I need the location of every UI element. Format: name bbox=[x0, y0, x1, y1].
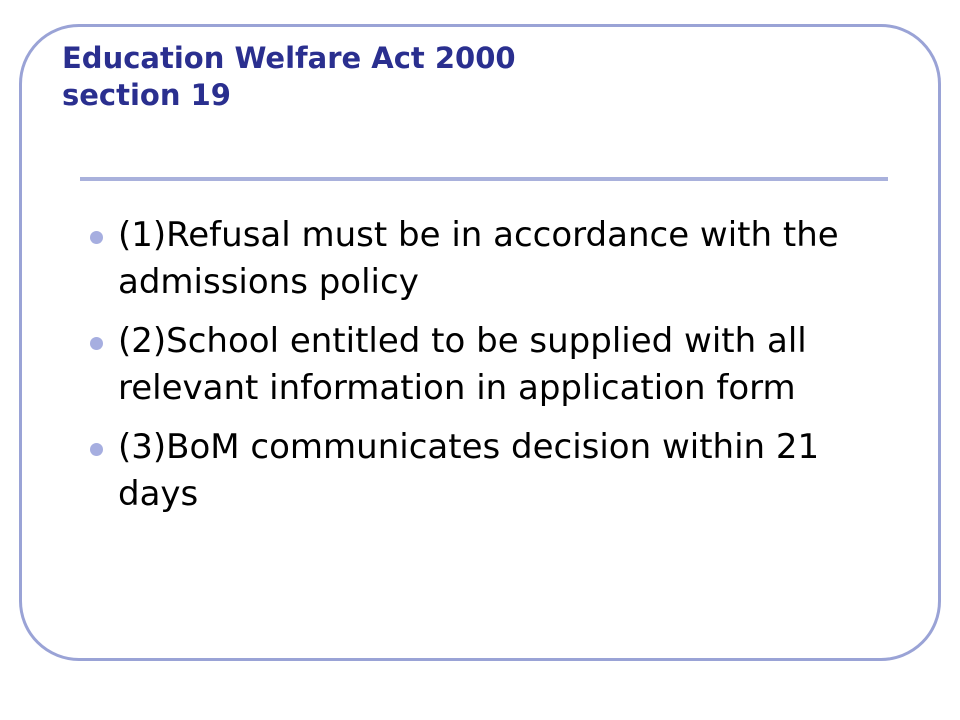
bullet-item bbox=[80, 212, 880, 306]
bullet-text: (3)BoM communicates decision within 21 days bbox=[118, 427, 820, 514]
bullet-text: (2)School entitled to be supplied with all relevant information in application form bbox=[118, 321, 807, 408]
bullet-dot-icon bbox=[90, 337, 103, 350]
bullet-text: (1)Refusal must be in accordance with the admissions policy bbox=[118, 215, 839, 302]
bullet-list bbox=[80, 212, 880, 530]
bullet-dot-icon bbox=[90, 443, 103, 456]
title-divider bbox=[80, 177, 888, 181]
slide-title: Education Welfare Act 2000 section 19 bbox=[62, 41, 516, 112]
bullet-dot-icon bbox=[90, 231, 103, 244]
bullet-item bbox=[80, 424, 880, 518]
bullet-item bbox=[80, 318, 880, 412]
